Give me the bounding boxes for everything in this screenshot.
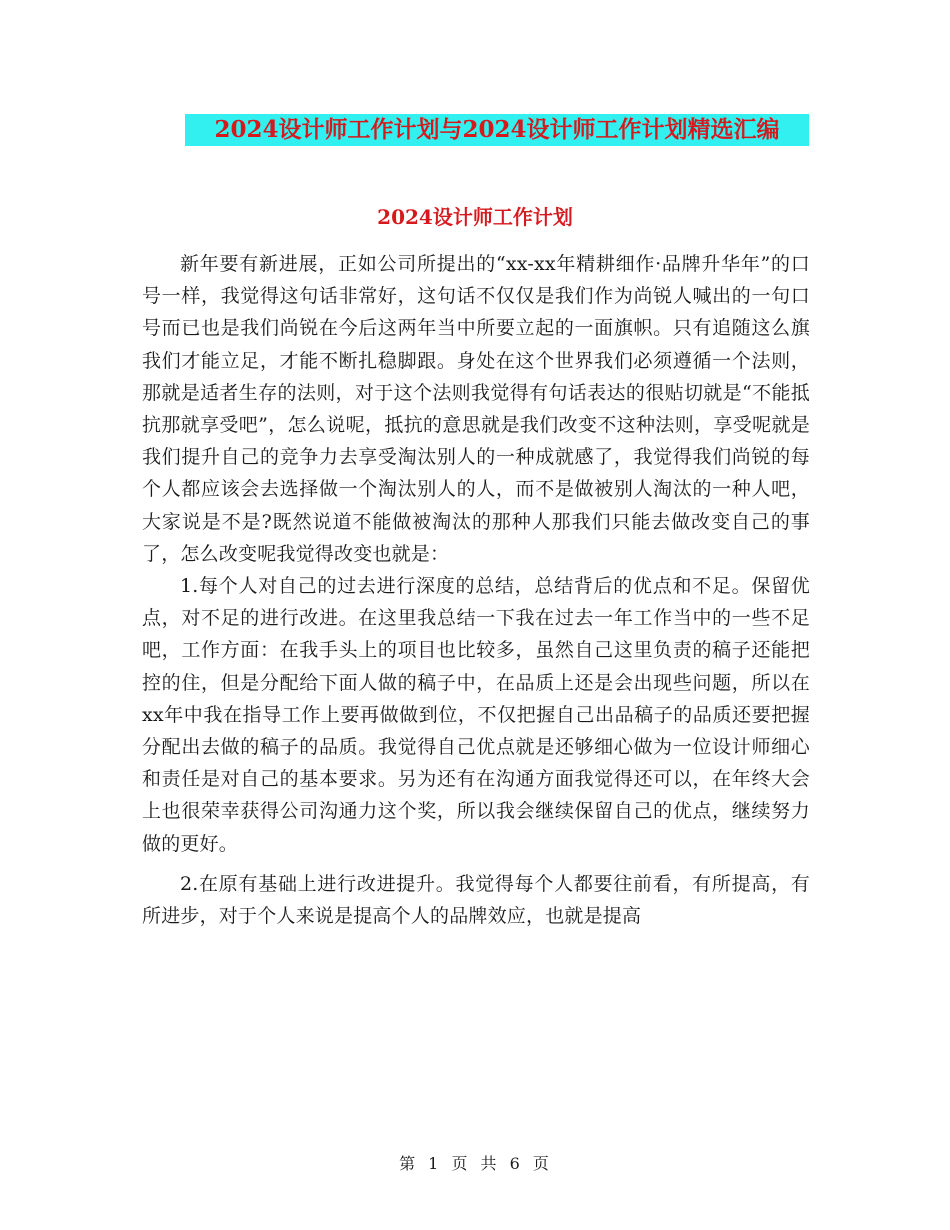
paragraph-point-1: 1.每个人对自己的过去进行深度的总结，总结背后的优点和不足。保留优点，对不足的进行改进。在这里我总结一下我在过去一年工作当中的一些不足吧，工作方面：在我手头上的项目也比较多，虽然自己这里负责的稿子还能把控的住，但是分配给下面人做的稿子中，在品质上还是会出现些问题，所以在xx年中我在指导工作上要再做做到位，不仅把握自己出品稿子的品质还要把握分配出去做的稿子的品质。我觉得自己优点就是还够细心做为一位设计师细心和责任是对自己的基本要求。另为还有在沟通方面我觉得还可以，在年终大会上也很荣幸获得公司沟通力这个奖，所以我会继续保留自己的优点，继续努力做的更好。 — [142, 575, 810, 855]
page-footer: 第 1 页 共 6 页 — [399, 1154, 551, 1173]
section-title: 2024设计师工作计划 — [377, 205, 573, 229]
document-main-title: 2024设计师工作计划与2024设计师工作计划精选汇编 — [185, 114, 809, 146]
paragraph-point-2: 2.在原有基础上进行改进提升。我觉得每个人都要往前看，有所提高，有所进步，对于个人来说是提高个人的品牌效应，也就是提高 — [142, 872, 810, 928]
document-body — [142, 248, 810, 932]
paragraph-intro: 新年要有新进展，正如公司所提出的“xx-xx年精耕细作·品牌升华年”的口号一样，我觉得这句话非常好，这句话不仅仅是我们作为尚锐人喊出的一句口号而已也是我们尚锐在今后这两年当中所要立起的一面旗帜。只有追随这么旗我们才能立足，才能不断扎稳脚跟。身处在这个世界我们必须遵循一个法则，那就是适者生存的法则，对于这个法则我觉得有句话表达的很贴切就是“不能抵抗那就享受吧”，怎么说呢，抵抗的意思就是我们改变不这种法则，享受呢就是我们提升自己的竞争力去享受淘汰别人的一种成就感了，我觉得我们尚锐的每个人都应该会去选择做一个淘汰别人的人，而不是做被别人淘汰的一种人吧，大家说是不是?既然说道不能做被淘汰的那种人那我们只能去做改变自己的事了，怎么改变呢我觉得改变也就是： — [142, 253, 810, 565]
